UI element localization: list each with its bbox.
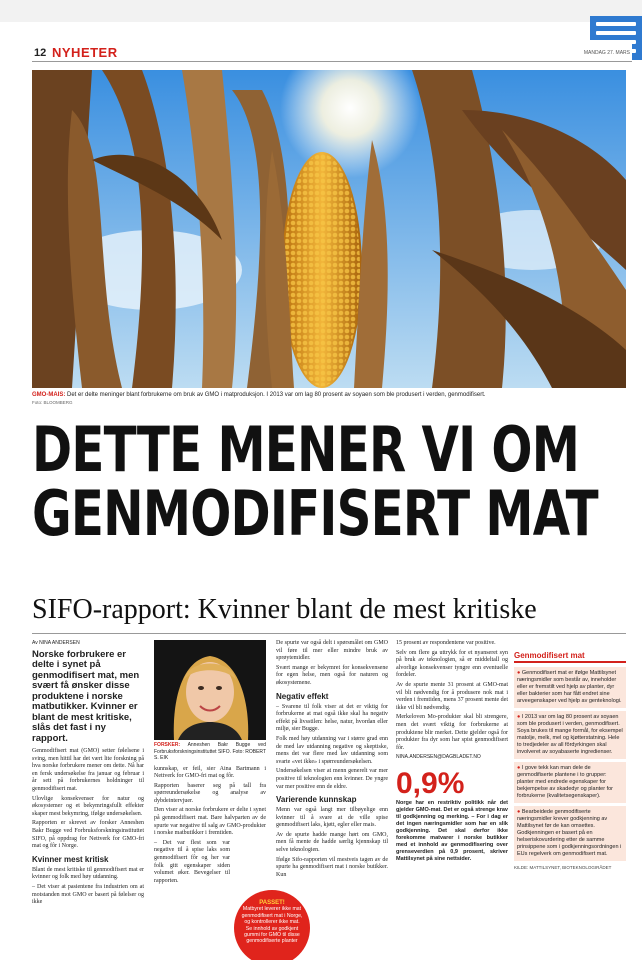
bullet-icon: ● — [517, 765, 522, 771]
bullet-icon: ● — [517, 714, 522, 720]
paragraph: Merkeloven Mo-produkter skal bli strengere, men det svært viktig for forbrukerne at produktene blir merket. Dette gjelder også for produkter fra dyr som har spist genmodifisert fôr. — [396, 714, 508, 751]
fact-text: Bearbeidede genmodifiserte næringsmidler krever godkjenning av Mattilsynet før de kan omsettes. Godkjenningen er basert på en helseriskovurdering etter de samme prinsippene som i godkjenningsordningen i EUs regelverk om genmodifisert mat. — [517, 809, 622, 857]
page-number: 12 — [34, 47, 47, 59]
fact-box — [514, 652, 626, 871]
portrait-kicker: FORSKER: — [154, 742, 181, 748]
browser-topbar — [0, 0, 642, 22]
fact-text: I 2013 var om lag 80 prosent av soyaen som ble produsert i verden, genmodifisert. Soya brukes til mange formål, for eksempel matolje, melk, mel og kjøtterstatning. Hele to tredjedeler av all fôrdyrkingen skal involveret av soyabaserte ingredienser. — [517, 714, 623, 755]
byline: Av NINA ANDERSEN — [32, 640, 80, 646]
paragraph: Menn var også langt mer tilbøyelige enn kvinner til å svare at de ville spise genmodifisert laks, kjøtt, egler eller mais. — [276, 807, 388, 829]
fact-point — [514, 667, 626, 708]
paragraph: Genmodifisert mat (GMO) setter følelsene i sving, men hittil har det vært lite forskning på hva norske forbrukere mener om dette. Nå har en fersk undersøkelse fra januar og februar i år sett på forbrukernes holdninger til genmodifisert mat. — [32, 748, 144, 793]
headline — [32, 413, 626, 550]
paragraph: – Det var flest som var negative til å spise laks som genmodifisert fôr og her var folk gitt egenskaper siden volumet øker. Bevegelser til rapporten. — [154, 839, 230, 884]
paragraph: Folk med høy utdanning var i større grad enn de med lav utdanning negative og skeptiske, mens det var flere med lav utdanning som svarte «vet ikke» i spørreundersøkelsen. — [276, 735, 388, 765]
article-column-2 — [154, 640, 266, 887]
photo-caption — [32, 391, 626, 407]
stat-figure: 0,9% — [396, 766, 465, 800]
article-intro: Norske forbrukere er delte i synet på genmodifisert mat, men svært få ønsker disse produktene i norske matbutikker. Kvinner er blant de mest kritiske, slås det fast i ny rapport. — [32, 648, 140, 744]
article-column-1 — [32, 640, 144, 909]
paragraph: – Svarene til folk viser at det er viktig for forbrukerne at mat også ikke skal ha negativ effekt på livsstilen: helse, natur, hvordan eller miljø, sier Bugge. — [276, 703, 388, 733]
paragraph: Den viser at norske forbrukere er delte i synet på genmodifisert mat. Bare halvparten av de spurte var negative til salg av GMO-produkter i norske matbutikker i fremtiden. — [154, 807, 266, 837]
subheadline: SIFO-rapport: Kvinner blant de mest kritiske — [32, 594, 537, 625]
article-column-4 — [396, 640, 508, 863]
paragraph: – Det viser at pasientene fra industrien om at motstanden mot GMO er basert på følelser og ikke — [32, 884, 144, 906]
fact-box-title: Genmodifisert mat — [514, 652, 626, 663]
photo-credit: Foto: BLOOMBERG — [32, 400, 73, 405]
divider — [32, 633, 626, 634]
info-bubble — [234, 890, 310, 960]
bubble-text: Matbyret leverer ikke mat genmodifisert mat i Norge, og kontrollerer ikke mat. Se innhold av godkjent gummi for GMO til disse genmodifiserte planter — [241, 906, 303, 945]
paragraph: Av de spurte hadde mange hørt om GMO, men få mente de hadde særlig kjennskap til selve teknologien. — [276, 831, 388, 854]
fact-point — [514, 806, 626, 861]
paragraph: Ulovlige konsekvenser for natur og økosystemer og et bekymringsfullt effekter skaper mest bekymring, ifølge undersøkelsen. — [32, 795, 144, 817]
portrait-photo — [154, 640, 266, 740]
paragraph: Undersøkelsen viser at menn generelt var mer positive til teknologien enn kvinner. De yngre var mer positive enn de eldre. — [276, 768, 388, 790]
menu-line-icon — [596, 22, 636, 26]
author-email: NINA.ANDERSEN@DAGBLADET.NO — [396, 754, 481, 761]
paragraph: kunnskap, er feil, sier Aina Bartmann i Nettverk for GMO-fri mat og fôr. — [154, 765, 266, 780]
portrait-caption-text: Anneshen Bakr Bugge ved Forbruksforskningsinstituttet SIFO. — [154, 742, 266, 755]
newspaper-page — [32, 40, 632, 960]
portrait-image — [154, 640, 266, 740]
portrait-caption — [154, 742, 266, 762]
bullet-icon: ● — [517, 809, 522, 815]
paragraph: Selv om flere ga uttrykk for et nyanseret syn på bruk av teknologien, så er middeltall og alvorlige konsekvenser tyngre enn eventuelle fordeler. — [396, 649, 508, 679]
subheading: Kvinner mest kritisk — [32, 854, 109, 864]
page-header — [32, 40, 632, 62]
issue-date: MANDAG 27. MARS — [583, 50, 630, 56]
section-label: NYHETER — [52, 45, 118, 60]
paragraph: Rapporten baserer seg på tall fra spørreundersøkelse og analyse av dybdeintervjuer. — [154, 782, 266, 804]
corn-photo — [32, 70, 626, 388]
paragraph: 15 prosent av respondentene var positive. — [396, 640, 496, 646]
fact-text: I gove tekk kan man dele de genmodifiserte plantene i to grupper: planter med endrede egenskaper for bekjempelse av skadedyr og planter for forbrukerne (kvalitetsegenskaper). — [517, 765, 613, 799]
headline-line-2: GENMODIFISERT MAT — [32, 477, 598, 550]
fact-box-source: KILDE: MATTILSYNET, BIOTEKNOLOGIRÅDET — [514, 865, 612, 870]
paragraph: Blant de mest kritiske til genmodifisert mat er kvinner og folk med høy utdanning. — [32, 866, 144, 881]
caption-kicker: GMO-MAIS: — [32, 392, 66, 398]
fact-point — [514, 762, 626, 803]
caption-text: Det er delte meninger blant forbrukerne om bruk av GMO i matproduksjon. I 2013 var om lag 80 prosent av soyaen som ble produsert i verden, genmodifisert. — [67, 392, 486, 398]
menu-line-icon — [596, 31, 636, 35]
portrait-credit: Foto: ROBERT S. EIK — [154, 748, 266, 761]
fact-point — [514, 711, 626, 759]
paragraph: De spurte var også delt i spørsmålet om GMO vil føre til mer eller mindre bruk av sprøytemidler. — [276, 640, 388, 662]
paragraph: Svært mange er bekymret for konsekvensene for egen helse, men også for naturen og økosystemene. — [276, 664, 388, 686]
paragraph: Ifølge Sifo-rapporten vil mestveis tagen av de spurte ha genmodifisert mat i norske butikker. Kun — [276, 856, 388, 878]
bubble-title: PASSET! — [259, 900, 285, 906]
stat-text: Norge har en restriktiv politikk når det gjelder GMO-mat. Det er også strenge krav til godkjenning og merking. – For i dag er det ingen næringsmidler som har en slik godkjenning. Det skal derfor ikke forekomme matvarer i norske butikker med et innhold av genmodifisering over grenseverdien på 0,9 prosent, skriver Mattilsynet på sine nettsider. — [396, 799, 508, 862]
paragraph: Rapporten er skrevet av forsker Anneshen Bakr Bugge ved Forbruksforskningsinstituttet SIFO, på oppdrag for Nettverk for GMO-fri mat og fôr i Norge. — [32, 820, 144, 850]
subheading: Varierende kunnskap — [276, 795, 357, 805]
subheading: Negativ effekt — [276, 691, 329, 701]
paragraph: Av de spurte mente 31 prosent at GMO-mat vil bli nødvendig for å produsere nok mat i verden i fremtiden, mens 37 prosent mente det ikke vil bli nødvendig. — [396, 681, 508, 711]
headline-line-1: DETTE MENER VI OM — [32, 413, 580, 486]
article-column-3 — [276, 640, 388, 881]
bullet-icon: ● — [517, 670, 522, 676]
corn-field-image — [32, 70, 626, 388]
fact-text: Genmodifisert mat er ifølge Mattilsynet næringsmidler som består av, inneholder eller er fremstilt ved hjelp av planter, dyr eller bakterier som har fått endret sine arveegenskaper ved hjelp av genteknologi. — [517, 670, 622, 704]
